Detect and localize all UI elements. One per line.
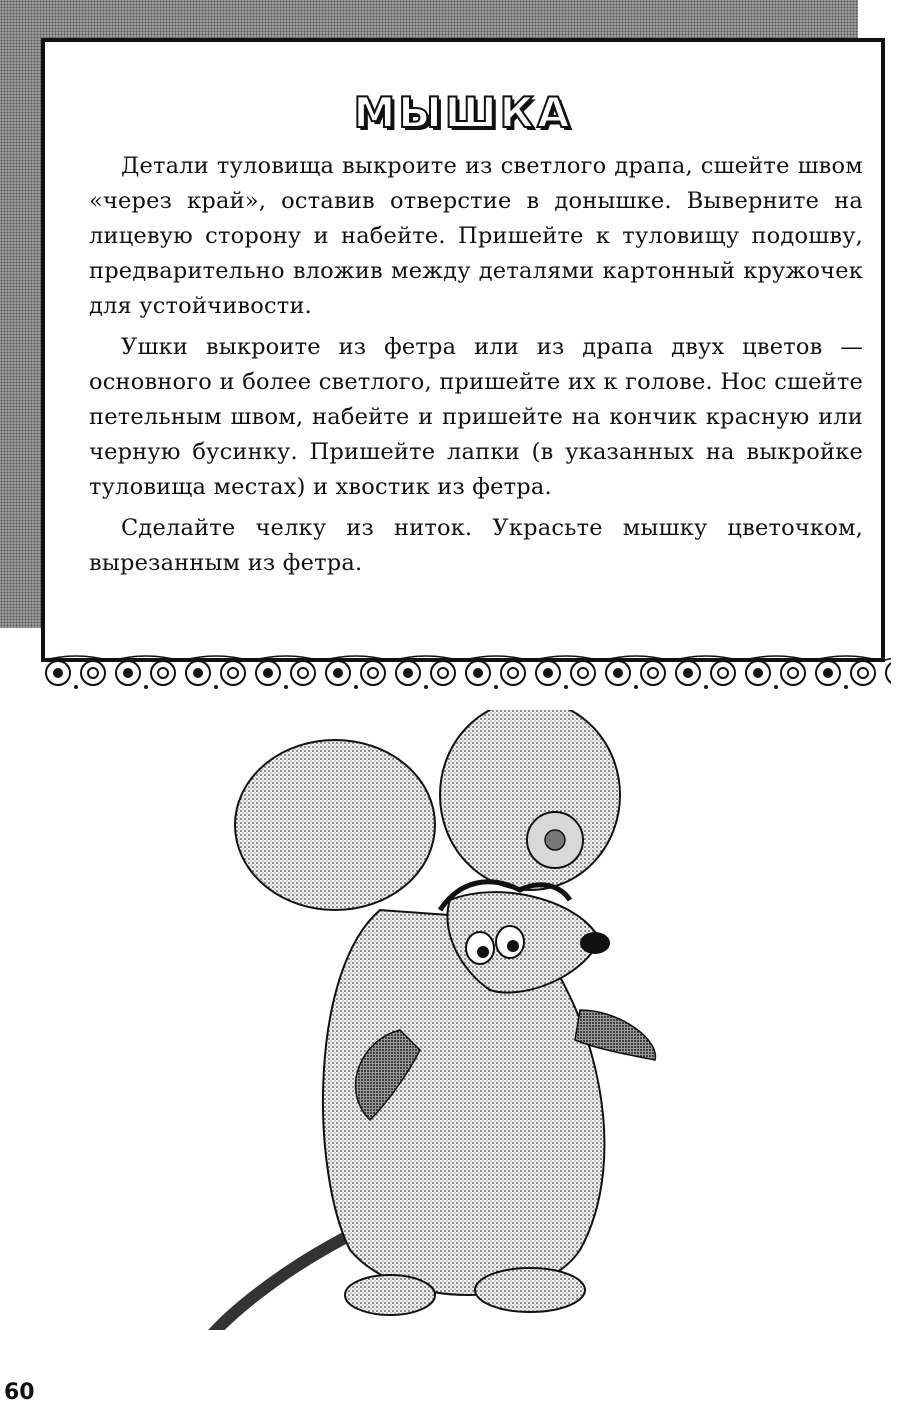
page-title: МЫШКА — [353, 88, 573, 137]
left-ear — [235, 740, 435, 910]
paragraph-ears-nose: Ушки выкроите из фетра или из драпа двух цветов — основного и более светлого, пришейте их к голове. Нос сшейте петельным швом, набейте и пришейте на кончик красную или черную бусинку. Пришейте лапки (в указанных на выкройке туловища местах) и хвостик из фетра. — [89, 334, 863, 500]
page-number: 60 — [4, 1380, 35, 1405]
paragraph-body: Детали туловища выкроите из светлого драпа, сшейте швом «через край», оставив отверстие в донышке. Выверните на лицевую сторону и набейте. Пришейте к туловищу подошву, предварительно вложив между деталями картонный кружочек для устойчивости. — [89, 153, 863, 319]
lace-border — [41, 655, 891, 695]
instructions-text — [89, 149, 863, 581]
mouse-toy-illustration — [160, 710, 720, 1330]
instruction-box — [41, 38, 885, 662]
paragraph-decoration: Сделайте челку из ниток. Украсьте мышку цветочком, вырезанным из фетра. — [89, 515, 863, 576]
right-ear — [440, 710, 620, 890]
